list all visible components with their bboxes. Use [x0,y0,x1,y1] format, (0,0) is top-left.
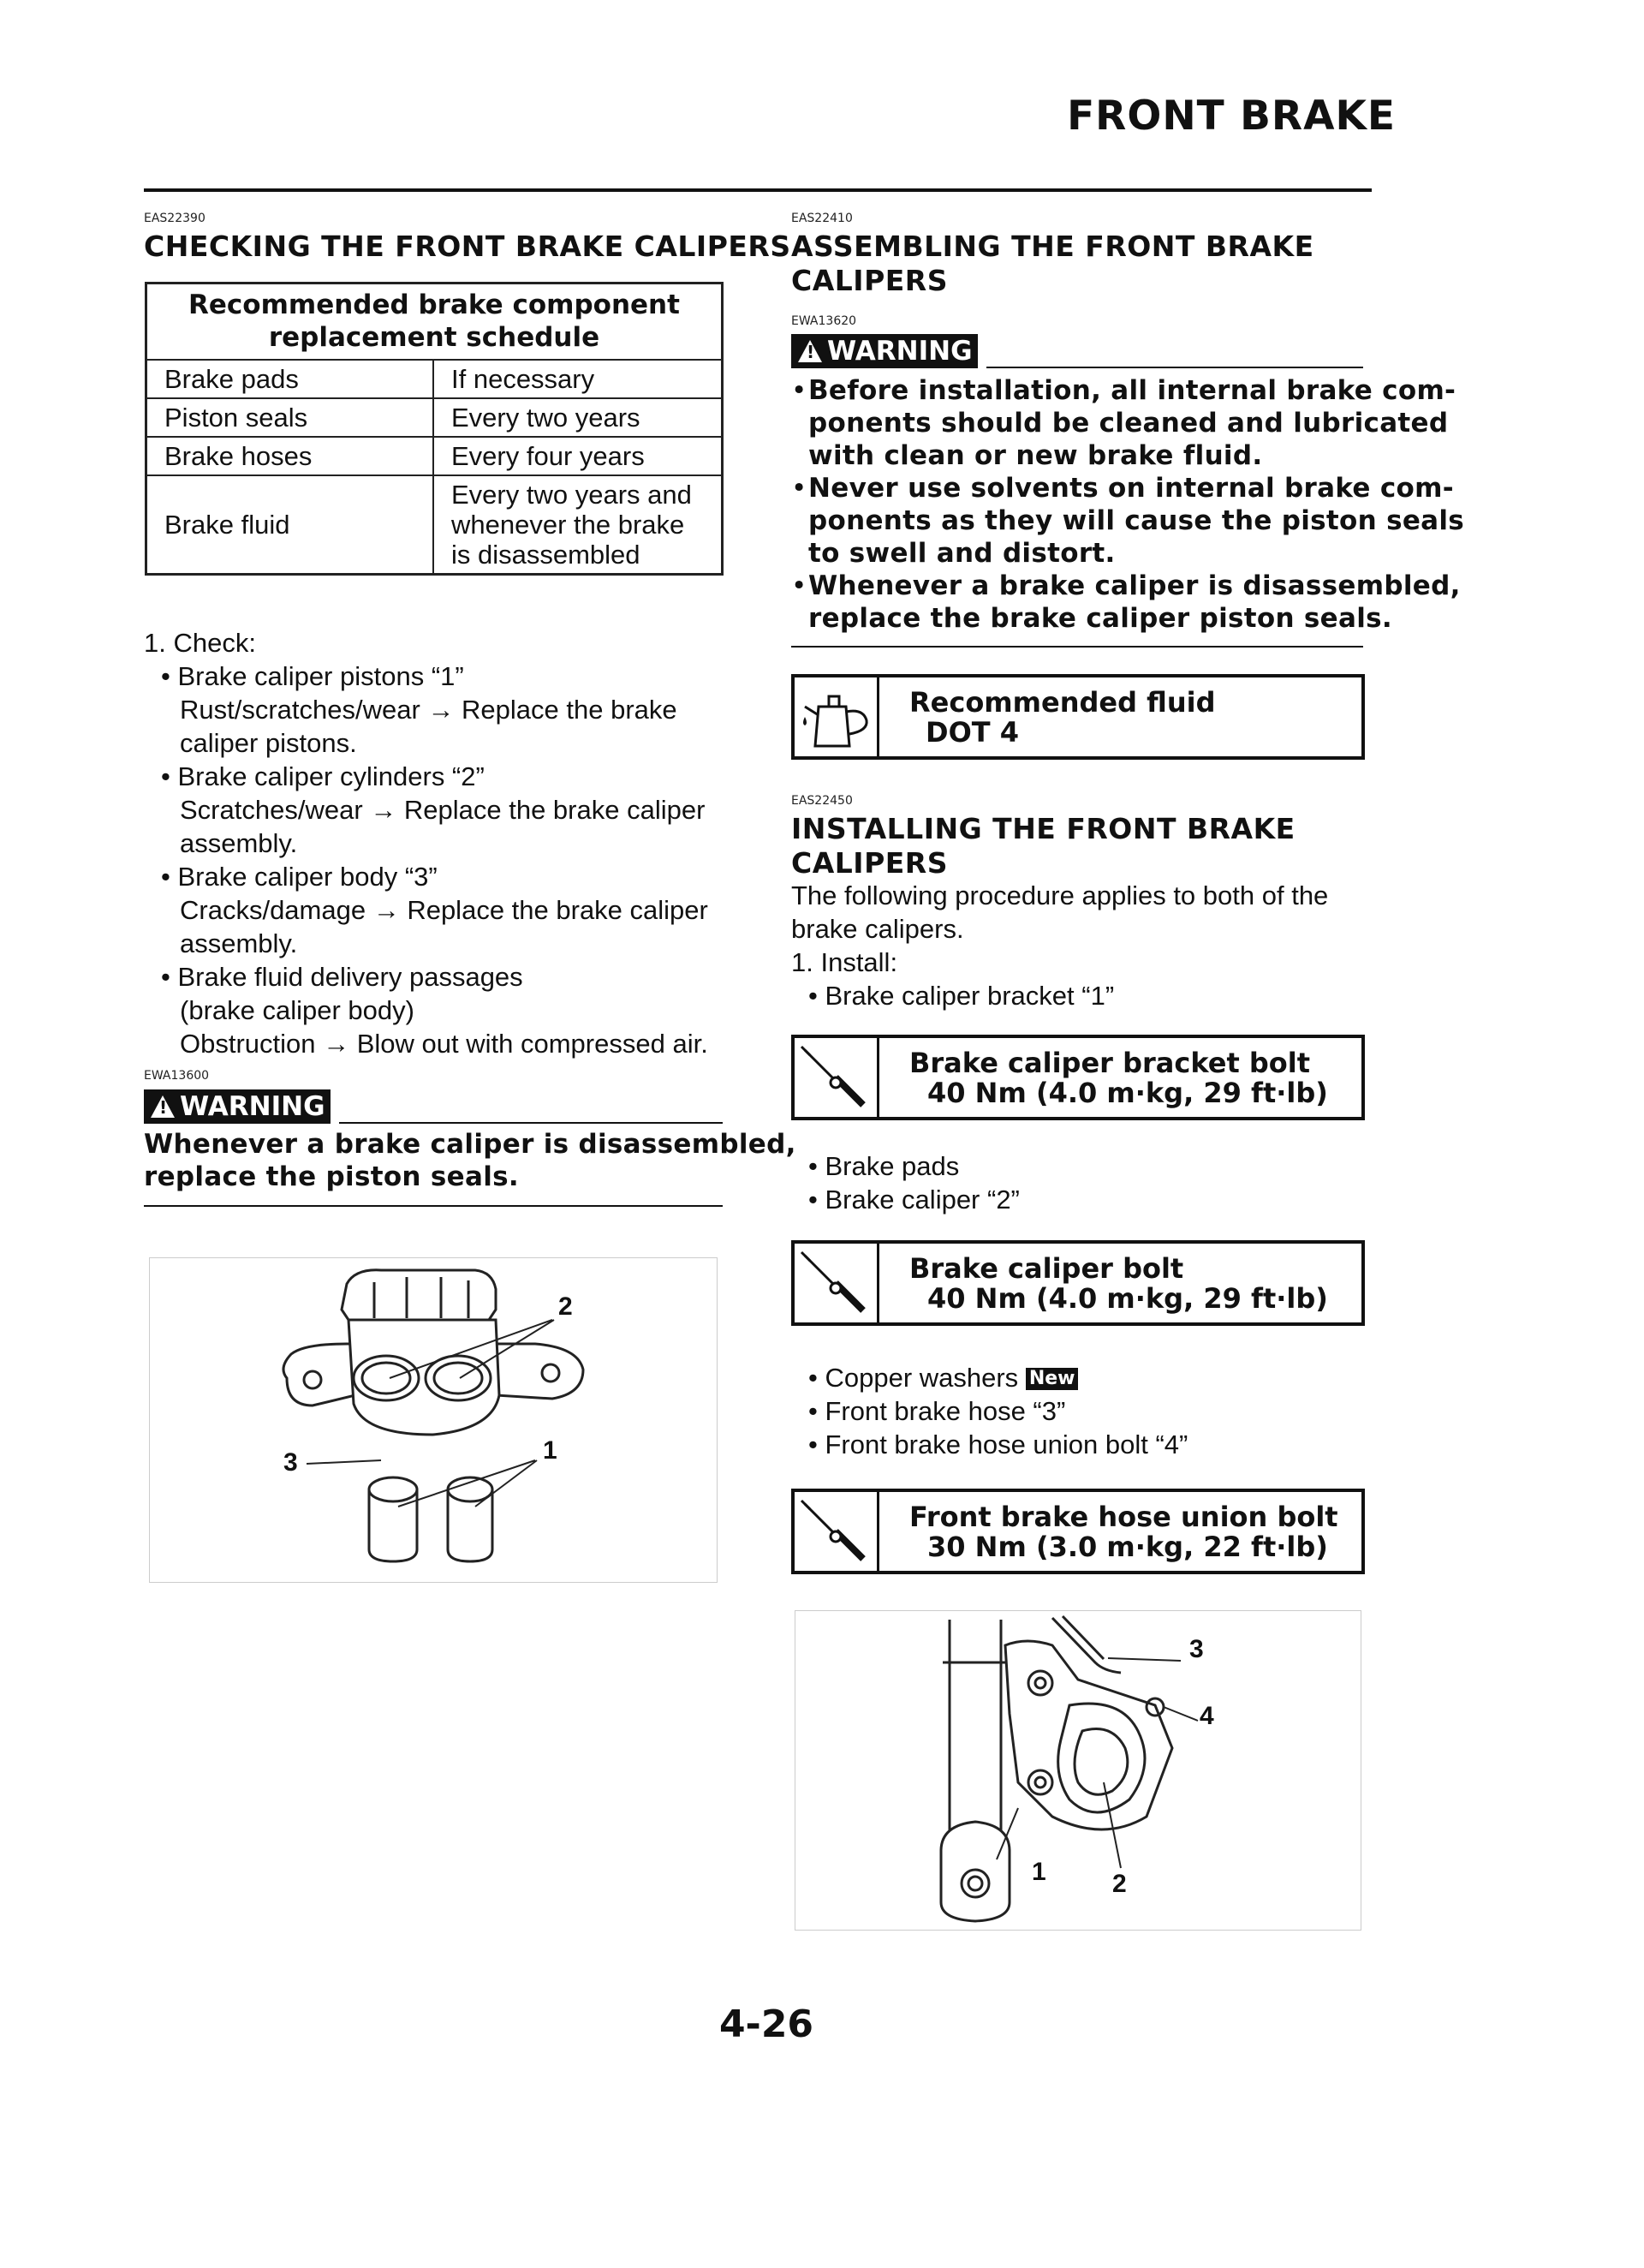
callout-3: 3 [283,1448,298,1477]
check-steps: 1. Check: • Brake caliper pistons “1” Rust/scratches/wear → Replace the brake caliper pistons. • Brake caliper cylinders “2” Scratches/wear → Replace the brake caliper assembly. • Brake caliper body “3” Cracks/damage → Replace the brake caliper assembly. • Brake fluid delivery passages (brake caliper body) Obstruction → Blow out with compressed air. [144,628,708,1059]
fork-caliper-figure [795,1610,1361,1931]
warning-text: Whenever a brake caliper is disassembled, replace the piston seals. [144,1129,796,1192]
warning-rule [339,1122,723,1124]
warning-badge: !WARNING [791,334,978,368]
torque-spec-box: Brake caliper bracket bolt 40 Nm (4.0 m·kg, 29 ft·lb) [791,1035,1365,1120]
section-code: EAS22450 [791,794,853,808]
callout-1: 1 [543,1436,557,1465]
warning-rule [986,367,1363,368]
warning-icon [151,1095,175,1118]
caliper-figure [149,1257,718,1583]
table-row: Brake hoses Every four years [147,437,721,475]
torque-wrench-icon [795,1244,879,1322]
callout-4: 4 [1200,1702,1214,1730]
section-heading: CHECKING THE FRONT BRAKE CALIPERS [144,230,791,263]
section-code: EAS22410 [791,212,853,225]
callout-2: 2 [1112,1870,1127,1898]
table-row: Brake pads If necessary [147,361,721,398]
callout-3: 3 [1189,1635,1204,1663]
install-items: • Copper washers New • Front brake hose “3” • Front brake hose union bolt “4” [808,1363,1188,1459]
caliper-illustration [150,1258,718,1584]
warning-icon [798,340,822,362]
torque-spec-box: Front brake hose union bolt 30 Nm (3.0 m·kg, 22 ft·lb) [791,1489,1365,1574]
table-row: Piston seals Every two years [147,398,721,437]
page-number: 4-26 [718,2002,814,2046]
oil-can-icon [795,677,879,756]
recommended-fluid-box: Recommended fluid DOT 4 [791,674,1365,760]
warning-end-rule [791,646,1363,648]
callout-1: 1 [1032,1858,1046,1886]
section-heading: ASSEMBLING THE FRONT BRAKE CALIPERS [791,230,1314,297]
install-intro: The following procedure applies to both of the brake calipers. 1. Install: • Brake caliper bracket “1” [791,880,1329,1011]
torque-wrench-icon [795,1038,879,1117]
section-heading: INSTALLING THE FRONT BRAKE CALIPERS [791,812,1296,880]
table-row: Brake fluid Every two years and whenever the brake is disassembled [147,475,721,573]
warning-code: EWA13620 [791,314,857,328]
new-badge: New [1026,1368,1079,1390]
assembly-warnings: •Before installation, all internal brake com- ponents should be cleaned and lubricated with clean or new brake fluid. •Never use solvents on internal brake com- ponents as they will cause the piston seals to swell and distort. •Whenever a brake caliper is disassembled, replace the brake caliper piston seals. [791,375,1465,634]
warning-end-rule [144,1205,723,1207]
torque-wrench-icon [795,1492,879,1571]
install-items: • Brake pads • Brake caliper “2” [808,1151,1020,1215]
torque-spec-box: Brake caliper bolt 40 Nm (4.0 m·kg, 29 ft·lb) [791,1240,1365,1326]
replacement-schedule-table [145,282,724,576]
callout-2: 2 [558,1292,573,1321]
header-divider [144,188,1372,192]
warning-badge: !WARNING [144,1089,331,1124]
table-title: Recommended brake component replacement schedule [147,284,721,361]
page-title: FRONT BRAKE [1067,93,1396,140]
section-code: EAS22390 [144,212,206,225]
fork-caliper-illustration [795,1611,1362,1931]
warning-code: EWA13600 [144,1069,210,1083]
